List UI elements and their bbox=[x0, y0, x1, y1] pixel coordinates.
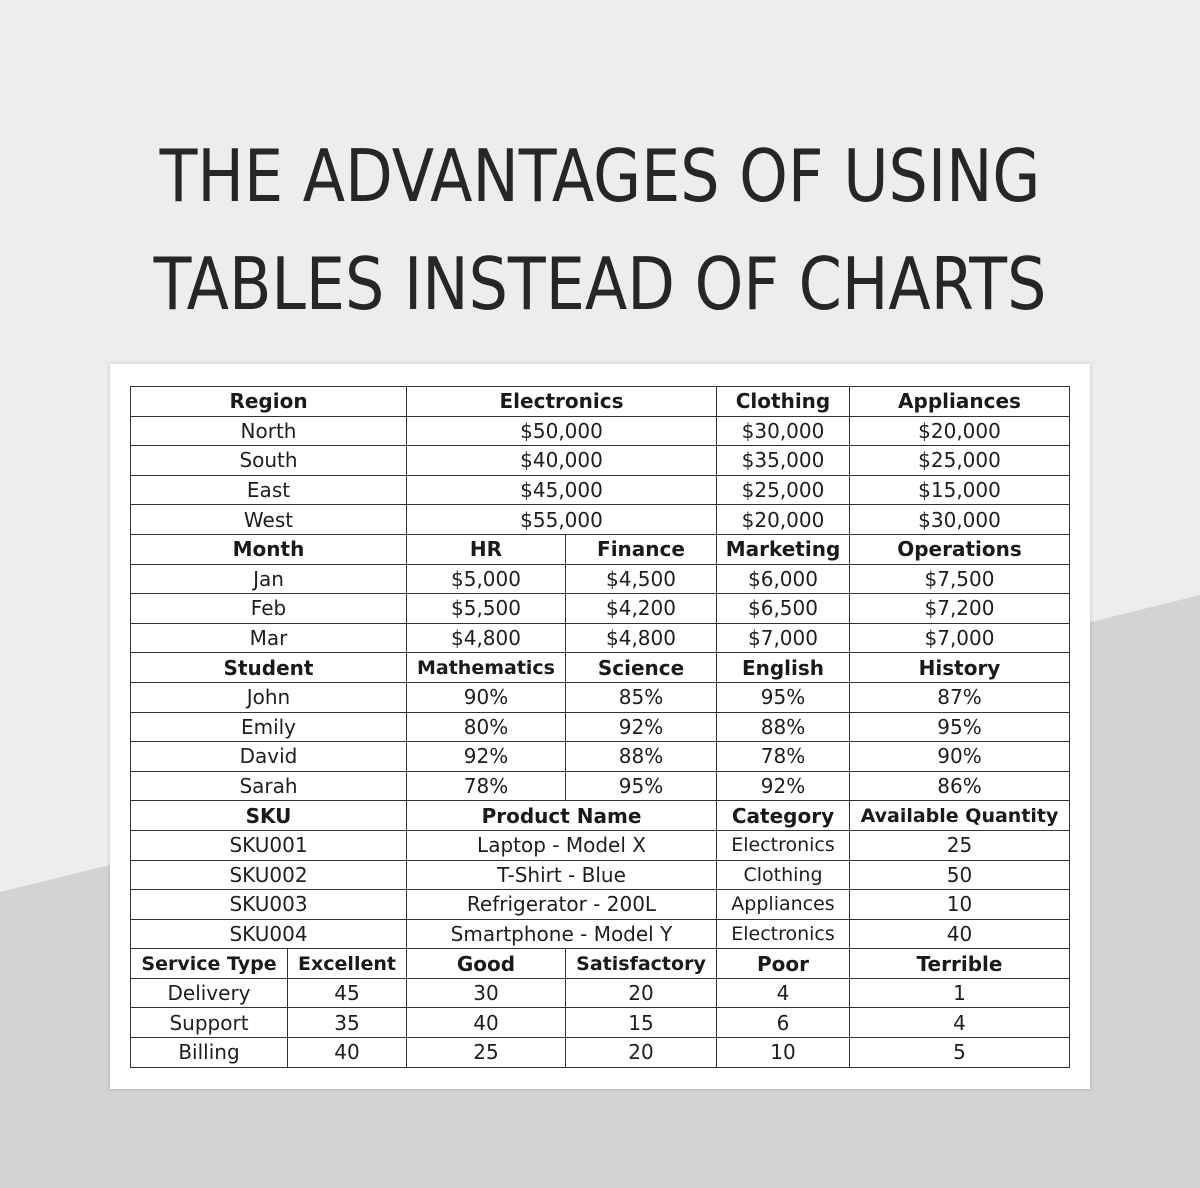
table-cell: Mar bbox=[131, 623, 407, 653]
table-cell: 86% bbox=[850, 771, 1070, 801]
table-cell: 15 bbox=[566, 1008, 717, 1038]
table-cell: $30,000 bbox=[717, 416, 850, 446]
table-cell: 30 bbox=[407, 978, 566, 1008]
table-header-cell: Excellent bbox=[288, 949, 407, 979]
table-cell: Delivery bbox=[131, 978, 288, 1008]
table-header-cell: Service Type bbox=[131, 949, 288, 979]
table-row bbox=[131, 594, 1070, 624]
table-cell: West bbox=[131, 505, 407, 535]
sales-header-row bbox=[131, 387, 1070, 417]
table-cell: SKU004 bbox=[131, 919, 407, 949]
table-cell: $6,000 bbox=[717, 564, 850, 594]
table-row bbox=[131, 1038, 1070, 1068]
table-cell: 92% bbox=[717, 771, 850, 801]
table-cell: Feb bbox=[131, 594, 407, 624]
ratings-header-row bbox=[131, 949, 1070, 979]
table-cell: 78% bbox=[407, 771, 566, 801]
table-cell: South bbox=[131, 446, 407, 476]
table-cell: East bbox=[131, 475, 407, 505]
table-cell: 90% bbox=[850, 742, 1070, 772]
table-cell: 45 bbox=[288, 978, 407, 1008]
table-cell: $15,000 bbox=[850, 475, 1070, 505]
table-cell: 87% bbox=[850, 682, 1070, 712]
table-cell: $5,500 bbox=[407, 594, 566, 624]
table-header-cell: Clothing bbox=[717, 387, 850, 417]
table-cell: Support bbox=[131, 1008, 288, 1038]
table-cell: $4,500 bbox=[566, 564, 717, 594]
table-row bbox=[131, 475, 1070, 505]
page-title bbox=[84, 122, 1116, 338]
table-header-cell: Mathematics bbox=[407, 653, 566, 683]
table-cell: 35 bbox=[288, 1008, 407, 1038]
table-cell: $7,000 bbox=[717, 623, 850, 653]
table-cell: Sarah bbox=[131, 771, 407, 801]
table-row bbox=[131, 623, 1070, 653]
table-row bbox=[131, 919, 1070, 949]
table-header-cell: Region bbox=[131, 387, 407, 417]
table-cell: $4,800 bbox=[407, 623, 566, 653]
table-cell: 92% bbox=[407, 742, 566, 772]
table-cell: $5,000 bbox=[407, 564, 566, 594]
table-row bbox=[131, 742, 1070, 772]
table-cell: $7,200 bbox=[850, 594, 1070, 624]
table-row bbox=[131, 860, 1070, 890]
table-cell: $6,500 bbox=[717, 594, 850, 624]
table-cell: 10 bbox=[717, 1038, 850, 1068]
table-cell: 4 bbox=[717, 978, 850, 1008]
table-cell: Electronics bbox=[717, 830, 850, 860]
combined-data-table bbox=[130, 386, 1070, 1068]
table-cell: $4,800 bbox=[566, 623, 717, 653]
table-cell: $20,000 bbox=[717, 505, 850, 535]
table-cell: Appliances bbox=[717, 890, 850, 920]
table-cell: North bbox=[131, 416, 407, 446]
table-cell: $25,000 bbox=[717, 475, 850, 505]
table-cell: Electronics bbox=[717, 919, 850, 949]
table-row bbox=[131, 771, 1070, 801]
table-cell: 40 bbox=[288, 1038, 407, 1068]
grades-header-row bbox=[131, 653, 1070, 683]
table-header-cell: English bbox=[717, 653, 850, 683]
table-cell: Refrigerator - 200L bbox=[407, 890, 717, 920]
table-cell: 10 bbox=[850, 890, 1070, 920]
table-cell: $7,000 bbox=[850, 623, 1070, 653]
table-cell: John bbox=[131, 682, 407, 712]
table-cell: 95% bbox=[566, 771, 717, 801]
table-cell: 25 bbox=[407, 1038, 566, 1068]
inventory-header-row bbox=[131, 801, 1070, 831]
table-cell: $50,000 bbox=[407, 416, 717, 446]
table-row bbox=[131, 416, 1070, 446]
table-card bbox=[110, 364, 1090, 1089]
table-row bbox=[131, 1008, 1070, 1038]
table-cell: 88% bbox=[566, 742, 717, 772]
table-cell: Clothing bbox=[717, 860, 850, 890]
table-cell: $35,000 bbox=[717, 446, 850, 476]
table-cell: 80% bbox=[407, 712, 566, 742]
table-header-cell: Good bbox=[407, 949, 566, 979]
expenses-header-row bbox=[131, 534, 1070, 564]
table-cell: 4 bbox=[850, 1008, 1070, 1038]
table-header-cell: Product Name bbox=[407, 801, 717, 831]
table-cell: $7,500 bbox=[850, 564, 1070, 594]
title-line-2: TABLES INSTEAD OF CHARTS bbox=[153, 242, 1047, 326]
table-row bbox=[131, 505, 1070, 535]
table-header-cell: Student bbox=[131, 653, 407, 683]
table-header-cell: Finance bbox=[566, 534, 717, 564]
table-cell: 88% bbox=[717, 712, 850, 742]
table-cell: 40 bbox=[407, 1008, 566, 1038]
table-header-cell: Marketing bbox=[717, 534, 850, 564]
table-cell: 5 bbox=[850, 1038, 1070, 1068]
table-cell: $25,000 bbox=[850, 446, 1070, 476]
table-cell: $45,000 bbox=[407, 475, 717, 505]
table-cell: 20 bbox=[566, 978, 717, 1008]
table-cell: $4,200 bbox=[566, 594, 717, 624]
table-header-cell: SKU bbox=[131, 801, 407, 831]
table-cell: SKU003 bbox=[131, 890, 407, 920]
table-cell: $30,000 bbox=[850, 505, 1070, 535]
table-header-cell: Terrible bbox=[850, 949, 1070, 979]
table-header-cell: Available Quantity bbox=[850, 801, 1070, 831]
table-cell: SKU002 bbox=[131, 860, 407, 890]
table-cell: $40,000 bbox=[407, 446, 717, 476]
table-cell: $55,000 bbox=[407, 505, 717, 535]
table-header-cell: Science bbox=[566, 653, 717, 683]
table-cell: Emily bbox=[131, 712, 407, 742]
table-cell: 95% bbox=[850, 712, 1070, 742]
table-cell: Smartphone - Model Y bbox=[407, 919, 717, 949]
table-cell: 6 bbox=[717, 1008, 850, 1038]
table-row bbox=[131, 564, 1070, 594]
table-cell: 95% bbox=[717, 682, 850, 712]
table-cell: T-Shirt - Blue bbox=[407, 860, 717, 890]
table-cell: 90% bbox=[407, 682, 566, 712]
table-row bbox=[131, 978, 1070, 1008]
title-line-1: THE ADVANTAGES OF USING bbox=[159, 134, 1041, 218]
table-cell: 1 bbox=[850, 978, 1070, 1008]
table-cell: 25 bbox=[850, 830, 1070, 860]
table-cell: 85% bbox=[566, 682, 717, 712]
table-cell: 78% bbox=[717, 742, 850, 772]
table-header-cell: Category bbox=[717, 801, 850, 831]
table-row bbox=[131, 712, 1070, 742]
table-cell: 20 bbox=[566, 1038, 717, 1068]
table-cell: SKU001 bbox=[131, 830, 407, 860]
table-cell: 40 bbox=[850, 919, 1070, 949]
table-header-cell: Appliances bbox=[850, 387, 1070, 417]
table-row bbox=[131, 830, 1070, 860]
table-row bbox=[131, 890, 1070, 920]
table-header-cell: Satisfactory bbox=[566, 949, 717, 979]
table-header-cell: History bbox=[850, 653, 1070, 683]
table-header-cell: Poor bbox=[717, 949, 850, 979]
table-cell: $20,000 bbox=[850, 416, 1070, 446]
table-header-cell: Electronics bbox=[407, 387, 717, 417]
table-cell: Billing bbox=[131, 1038, 288, 1068]
table-row bbox=[131, 682, 1070, 712]
table-cell: Laptop - Model X bbox=[407, 830, 717, 860]
table-cell: 92% bbox=[566, 712, 717, 742]
table-header-cell: HR bbox=[407, 534, 566, 564]
table-cell: David bbox=[131, 742, 407, 772]
table-cell: 50 bbox=[850, 860, 1070, 890]
table-header-cell: Month bbox=[131, 534, 407, 564]
table-header-cell: Operations bbox=[850, 534, 1070, 564]
table-row bbox=[131, 446, 1070, 476]
table-cell: Jan bbox=[131, 564, 407, 594]
